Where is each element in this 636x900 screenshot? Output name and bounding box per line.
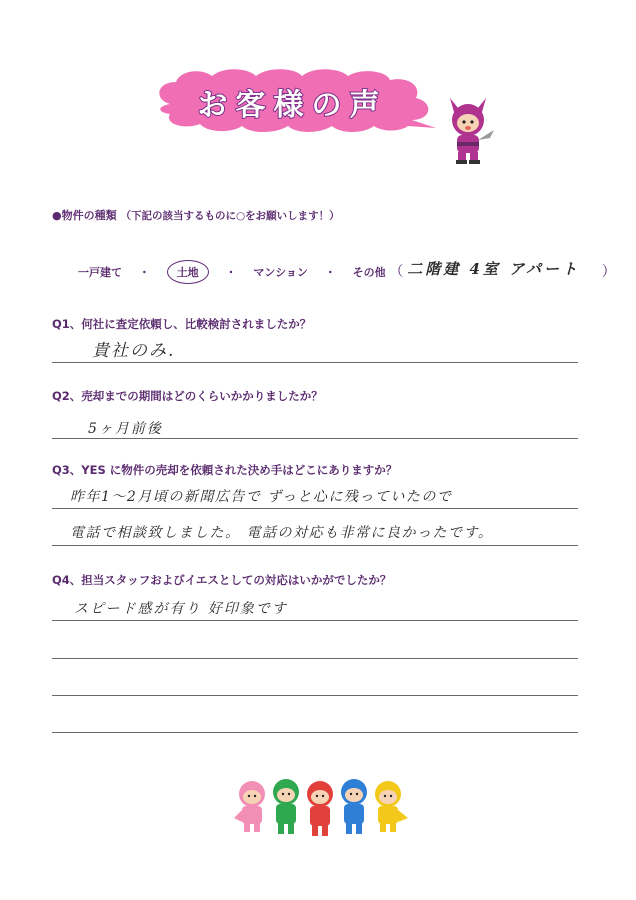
q1-question: Q1、何社に査定依頼し、比較検討されましたか？ xyxy=(52,317,312,331)
paren-open: （ xyxy=(389,264,404,280)
property-type-label: ●物件の種類 xyxy=(52,209,117,222)
option-condominium: マンション xyxy=(253,266,308,279)
other-handwritten-answer: 二階建 4室 アパート xyxy=(407,260,580,278)
q3-answer-line-2: 電話で相談致しました。 電話の対応も非常に良かったです。 xyxy=(70,525,494,541)
title-banner xyxy=(150,66,440,136)
property-type-options xyxy=(78,260,616,284)
yellow-ninja-icon xyxy=(375,781,408,832)
answer-line xyxy=(52,732,578,733)
separator: ・ xyxy=(225,266,237,279)
ninja-mascot-icon xyxy=(440,92,496,166)
option-detached-house: 一戸建て xyxy=(78,266,122,279)
q4-answer: スピード感が有り 好印象です xyxy=(74,601,288,617)
option-other: その他 xyxy=(352,266,386,279)
green-ninja-icon xyxy=(273,779,299,834)
answer-line xyxy=(52,620,578,621)
paren-close: ） xyxy=(601,264,616,280)
answer-line xyxy=(52,658,578,659)
q2-question: Q2、売却までの期間はどのくらいかかりましたか？ xyxy=(52,389,323,403)
answer-line xyxy=(52,438,578,439)
pink-ninja-icon xyxy=(234,781,265,832)
q3-question: Q3、YES に物件の売却を依頼された決め手はどこにありますか？ xyxy=(52,463,398,477)
answer-line xyxy=(52,362,578,363)
q3-answer-line-1: 昨年1〜2月頃の新聞広告で ずっと心に残っていたので xyxy=(70,489,453,505)
answer-line xyxy=(52,695,578,696)
separator: ・ xyxy=(324,266,336,279)
red-ninja-icon xyxy=(307,781,333,836)
option-land-circled: 土地 xyxy=(167,260,209,284)
property-type-heading xyxy=(52,207,340,223)
answer-line xyxy=(52,508,578,509)
page-title: お客様の声 xyxy=(197,88,388,123)
q4-question: Q4、担当スタッフおよびイエスとしての対応はいかがでしたか？ xyxy=(52,573,392,587)
answer-line xyxy=(52,545,578,546)
ninja-mascots-group-icon xyxy=(232,772,412,842)
blue-ninja-icon xyxy=(341,779,367,834)
property-type-note: （下記の該当するものに○をお願いします！） xyxy=(120,210,340,222)
q1-answer: 貴社のみ. xyxy=(92,341,176,361)
q2-answer: 5ヶ月前後 xyxy=(88,421,163,437)
separator: ・ xyxy=(138,266,150,279)
